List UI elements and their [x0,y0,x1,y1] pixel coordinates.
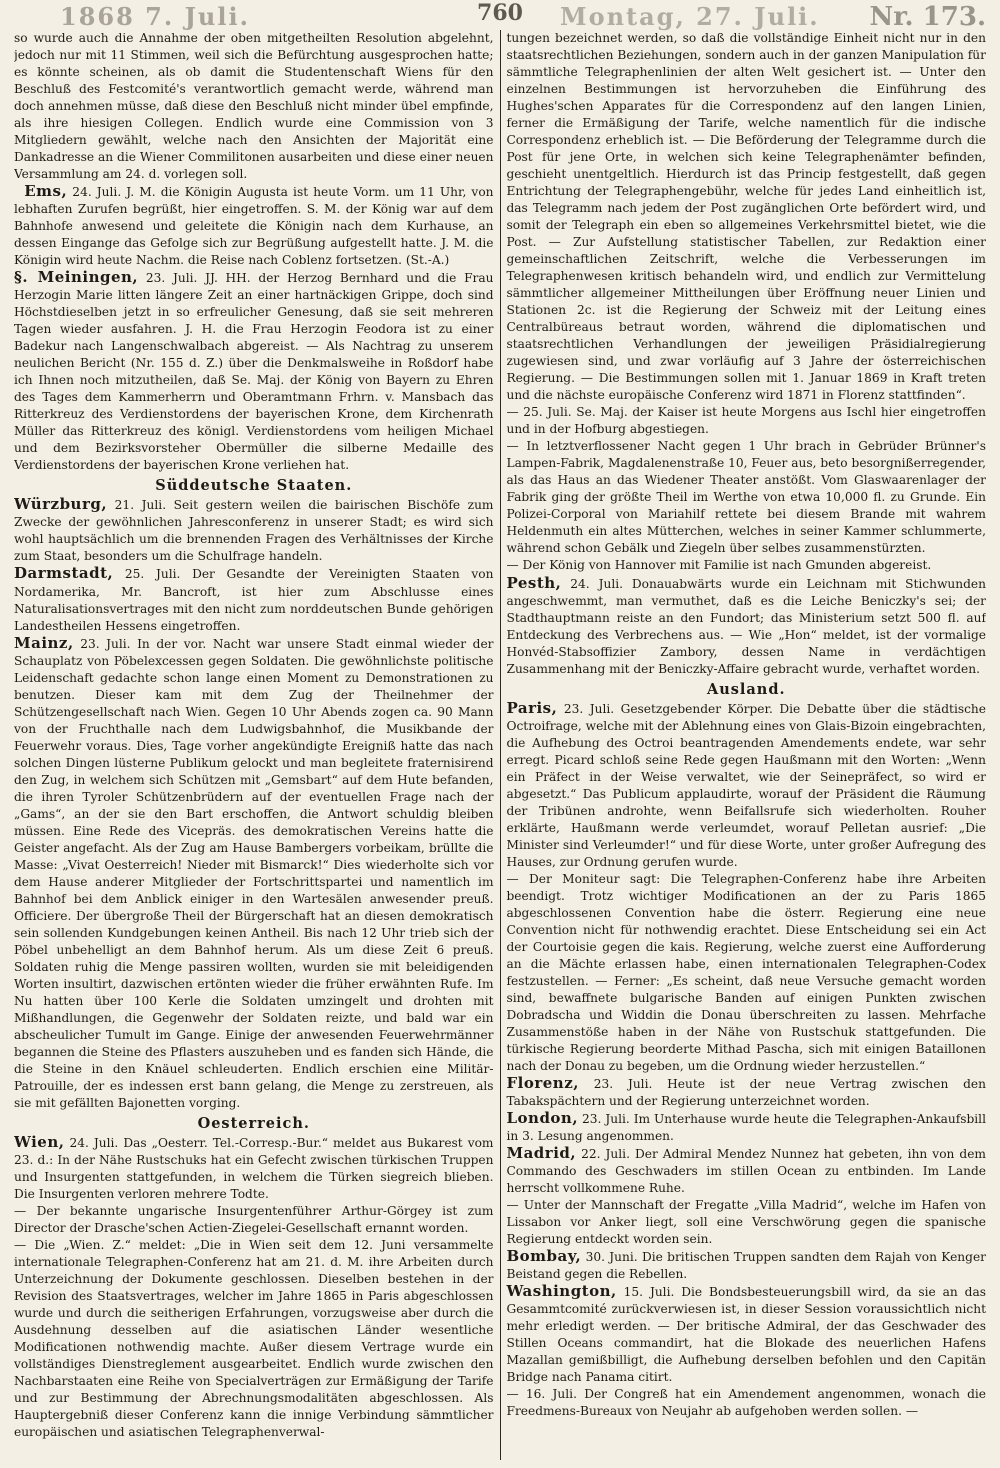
article-paragraph: — In letztverflossener Nacht gegen 1 Uhr brach in Gebrüder Brünner's Lampen-Fabrik, Magdalenenstraße 10, Feuer aus, beto besorgnißerregender, als das Haus an das Wiedener Theater anstößt. Vom Glaswaarenlager der Fabrik ging der größte Theil im Werthe von etwa 10,000 fl. zu Grunde. Ein Polizei-Corporal von Mariahilf rettete bei diesem Brande mit wahrem Heldenmuth ein altes Mütterchen, welches in seiner Kammer schlummerte, während schon Gebälk und Ziegeln über selbes zusammenstürzten. [506,439,986,556]
page-number: 760 [477,0,523,26]
dateline: Ems, [24,182,68,201]
article-wien [14,1134,494,1203]
bleed-through-text: Montag, 27. Juli. [560,2,820,31]
article-text: 24. Juli. Donauabwärts wurde ein Leichnam mit Stichwunden angeschwemmt, man vermuthet, daß es die Leiche Beniczky's sei; der Stadthauptmann reiste an den Fundort; das Ministerium setzt 500 fl. auf Entdeckung des Verbrechens aus. — Wie „Hon“ meldet, ist der vormalige Honvéd-Stabsoffizier Zambory, dessen Name in verdächtigen Zusammenhang mit der Beniczky-Affaire gebracht wurde, verhaftet worden. [506,576,986,676]
article-text: 23. Juli. In der vor. Nacht war unsere Stadt einmal wieder der Schauplatz von Pöbelexcessen gegen Soldaten. Die gewöhnlichste politische Leidenschaft gedachte schon lange einen Moment zu Demonstrationen zu benutzen. Dieser kam mit dem Zug der Theilnehmer der Schützengesellschaft nach Wien. Gegen 10 Uhr Abends zogen ca. 90 Mann von der Fruchthalle nach dem Ludwigsbahnhof, die Musikbande der Feuerwehr voraus. Dies, Tage vorher angekündigte Ereigniß hatte das nach solchen Dingen lüsterne Publikum gelockt und man begleitete fraternisirend den Zug, in welchem sich Schützen mit „Gemsbart“ auf dem Hute befanden, die ihren Tyroler Schützenbrüdern auf der eventuellen Frage nach der „Gams“, an der sie den Bart erschoffen, die Antwort schuldig bleiben müssen. Eine Rede des Vicepräs. des demokratischen Vereins hatte die Geister angefacht. Als der Zug am Hause Bambergers vorbeikam, brüllte die Masse: „Vivat Oesterreich! Nieder mit Bismarck!“ Dies wiederholte sich vor dem Hause anderer Mitglieder der Fortschrittspartei und namentlich im Bahnhof bei dem Anblick einiger in den Wartesälen anwesender preuß. Officiere. Der übergroße Theil der Bürgerschaft hat an diesen demokratisch sein sollenden Kundgebungen keinen Antheil. Bis nach 12 Uhr trieb sich der Pöbel unbehelligt an dem Bahnhof herum. Als um diese Zeit 6 preuß. Soldaten ruhig die Menge passiren wollten, wurden sie mit beleidigenden Worten insultirt, dazwischen ertönten wieder die früher erwähnten Rufe. Im Nu hatten über 100 Kerle die Soldaten umzingelt und drohten mit Mißhandlungen, die Gegenwehr der Soldaten reizte, und bald war ein abscheulicher Tumult im Gange. Einige der anwesenden Feuerwehrmänner begannen die Steine des Pflasters auszuheben und es fanden sich Hände, die die Steine in den Knäuel schleuderten. Endlich erschien eine Militär-Patrouille, der es indessen erst bann gelang, die Menge zu zerstreuen, als sie mit gefällten Bajonetten vorging. [14,636,494,1110]
column-rule [500,30,501,1460]
article-paragraph: so wurde auch die Annahme der oben mitgetheilten Resolution abgelehnt, jedoch nur mit 11 Stimmen, weil sich die Befürchtung ausgesprochen hatte; es könnte scheinen, als ob damit die Studentenschaft Wiens für den Beschluß des Festcomité's verantwortlich gemacht werde, während man doch annehmen müsse, daß diese den Beschluß nicht minder übel empfinde, als ihre hiesigen Collegen. Endlich wurde eine Commission von 3 Mitgliedern gewählt, welche nach den Ansichten der Majorität eine Dankadresse an die Wiener Commilitonen ausarbeiten und diese einer neuen Versammlung am 24. d. vorlegen soll. [14,31,494,182]
article-text: 24. Juli. J. M. die Königin Augusta ist heute Vorm. um 11 Uhr, von lebhaften Zurufen begrüßt, hier eingetroffen. S. M. der König war auf dem Bahnhofe anwesend und geleitete die Königin nach dem Kurhause, an dessen Eingange das Gefolge sich zur Begrüßung aufgestellt hatte. J. M. die Königin wird heute Nachm. die Reise nach Coblenz fortsetzen. (St.-A.) [14,185,494,268]
article-london [506,1110,986,1145]
masthead [0,0,1000,30]
dateline: §. Meiningen, [14,268,139,287]
article-ems [14,183,494,269]
article-text: 23. Juli. JJ. HH. der Herzog Bernhard und die Frau Herzogin Marie litten längere Zeit an einer hartnäckigen Grippe, doch sind Höchstdieselben jetzt in so erfreulicher Genesung, daß sie seit mehreren Tagen wieder ausfahren. J. H. die Frau Herzogin Feodora ist zu einer Badekur nach Langenschwalbach abgereist. — Als Nachtrag zu unserem neulichen Bericht (Nr. 155 d. Z.) über die Denkmalsweihe in Roßdorf habe ich Ihnen noch mitzutheilen, daß Se. Maj. der König von Bayern zu Ehren des Tages dem Kammerherrn und Oberamtmann Frhrn. v. Mansbach das Ritterkreuz des Verdienstordens der bayerischen Krone, dem Kirchenrath Müller das Ritterkreuz des königl. Verdienstordens vom heiligen Michael und dem Bezirksvorsteher Obermüller die silberne Medaille des Verdienstordens der bayerischen Krone verliehen hat. [14,271,494,473]
dateline: Washington, [506,1282,617,1301]
article-mainz [14,635,494,1112]
article-text: 22. Juli. Der Admiral Mendez Nunnez hat gebeten, ihn von dem Commando des Geschwaders im stillen Ocean zu entbinden. Im Lande herrscht vollkommene Ruhe. [506,1147,986,1196]
article-paragraph: — Die „Wien. Z.“ meldet: „Die in Wien seit dem 12. Juni versammelte internationale Telegraphen-Conferenz hat am 21. d. M. ihre Arbeiten durch Unterzeichnung der Dokumente geschlossen. Dieselben bestehen in der Revision des Staatsvertrages, welcher im Jahre 1865 in Paris abgeschlossen wurde und durch die seitherigen Erfahrungen, vorzugsweise aber durch die Ausdehnung desselben auf die asiatischen Länder wesentliche Modificationen nothwendig machte. Außer diesem Vertrage wurde ein vollständiges Dienstreglement ausgearbeitet. Endlich wurde zwischen den Nachbarstaaten eine Reihe von Specialverträgen zur Ermäßigung der Tarife und zur Bestimmung der Abrechnungsmodalitäten abgeschlossen. Als Hauptergebniß dieser Conferenz kann die innige Verbindung sämmtlicher europäischen und asiatischen Telegraphenverwal- [14,1238,494,1440]
dateline: Darmstadt, [14,564,114,583]
article-paragraph: — Der König von Hannover mit Familie ist nach Gmunden abgereist. [506,558,932,573]
article-text: 15. Juli. Die Bondsbesteuerungsbill wird, da sie an das Gesammtcomité zurückverwiesen ist, in dieser Session voraussichtlich nicht mehr erledigt werden. — Der britische Admiral, der das Geschwader des Stillen Oceans commandirt, hat die Blokade des neuerlichen Hafens Mazallan gemißbilligt, die Aufhebung derselben befohlen und den Capitän Bridge nach Panama citirt. [506,1285,986,1385]
article-washington [506,1283,986,1386]
section-heading: Süddeutsche Staaten. [155,477,353,495]
right-column [506,30,986,1460]
article-text: 30. Juni. Die britischen Truppen sandten dem Rajah von Kenger Beistand gegen die Rebellen. [506,1250,986,1282]
article-wuerzburg [14,496,494,565]
dateline: Florenz, [506,1073,579,1092]
issue-number: Nr. 173. [869,2,986,32]
section-heading: Oesterreich. [197,1114,310,1132]
article-paragraph: — Der Moniteur sagt: Die Telegraphen-Conferenz habe ihre Arbeiten beendigt. Trotz wichtiger Modificationen an der zu Paris 1865 abgeschlossenen Convention habe die österr. Regierung eine neue Convention nicht für nothwendig erachtet. Diese Entscheidung sei ein Act der Courtoisie gegen die kais. Regierung, welche zuerst eine Aufforderung an die Mächte erlassen habe, einen internationalen Telegraphen-Codex festzustellen. — Ferner: „Es scheint, daß neue Versuche gemacht worden sind, bewaffnete bulgarische Banden auf einigen Punkten zwischen Dobradscha und Widdin die Donau überschreiten zu lassen. Mehrfache Zusammenstöße haben in der Nähe von Rustschuk stattgefunden. Die türkische Regierung beorderte Mithad Pascha, sich mit einigen Bataillonen nach der Donau zu begeben, um die Ordnung wieder herzustellen.“ [506,871,986,1073]
dateline: Würzburg, [14,495,108,514]
article-paragraph: tungen bezeichnet werden, so daß die vollständige Einheit nicht nur in den staatsrechtlichen Beziehungen, sondern auch in der ganzen Manipulation für sämmtliche Telegraphenlinien der alten Welt gesichert ist. — Unter den einzelnen Bestimmungen ist hervorzuheben die Einführung des Hughes'schen Apparates für die Correspondenz auf den langen Linien, ferner die Ermäßigung der Tarife, welche namentlich für die indische Correspondenz erheblich ist. — Die Beförderung der Telegramme durch die Post für jene Orte, in welchen sich keine Telegraphenämter befinden, geschieht unentgeltlich. Hierdurch ist das Princip festgestellt, daß gegen Entrichtung der Telegraphengebühr, welche für jedes Land einheitlich ist, das Telegramm nach jedem der Post zugänglichen Orte befördert wird, und somit der Telegraph ein eben so allgemeines Verkehrsmittel bietet, wie die Post. — Zur Aufstellung statistischer Tabellen, zur Redaktion einer gemeinschaftlichen Zeitschrift, welche die Verbesserungen im Telegraphenwesen kritisch behandeln wird, und endlich zur Vermittelung sämmtlicher allgemeiner Mittheilungen über Eröffnung neuer Linien und Stationen 2c. ist die Regierung der Schweiz mit der Leitung eines Centralbüreaus betraut worden, während die diplomatischen und staatsrechtlichen Verhandlungen der jeweiligen Präsidialregierung zugewiesen sind, und zwar vorläufig auf 3 Jahre der österreichischen Regierung. — Die Bestimmungen sollen mit 1. Januar 1869 in Kraft treten und die nächste europäische Conferenz wird 1871 in Florenz stattfinden“. [506,31,986,403]
columns [14,30,986,1460]
article-darmstadt [14,565,494,634]
article-text: 24. Juli. Das „Oesterr. Tel.-Corresp.-Bur.“ meldet aus Bukarest vom 23. d.: In der Nähe Rustschuks hat ein Gefecht zwischen türkischen Truppen und Insurgenten stattgefunden, in welchem die Türken siegreich blieben. Die Insurgenten verloren mehrere Todte. [14,1136,494,1202]
article-florenz [506,1075,986,1110]
dateline: Mainz, [14,633,74,652]
left-column [14,30,494,1460]
dateline: London, [506,1108,579,1127]
article-paragraph: — 16. Juli. Der Congreß hat ein Amendement angenommen, wonach die Freedmens-Bureaux von Neujahr ab aufgehoben werden sollen. — [506,1387,986,1419]
article-paris [506,700,986,871]
article-paragraph: — Der bekannte ungarische Insurgentenführer Arthur-Görgey ist zum Director der Drasche'schen Actien-Ziegelei-Gesellschaft ernannt worden. [14,1204,494,1236]
article-paragraph: — 25. Juli. Se. Maj. der Kaiser ist heute Morgens aus Ischl hier eingetroffen und in der Hofburg abgestiegen. [506,405,986,437]
dateline: Paris, [506,698,558,717]
dateline: Wien, [14,1133,65,1151]
article-bombay [506,1248,986,1283]
article-text: 23. Juli. Heute ist der neue Vertrag zwischen den Tabakspächtern und der Regierung unterzeichnet worden. [506,1076,986,1108]
dateline: Madrid, [506,1144,577,1163]
article-text: 23. Juli. Im Unterhause wurde heute die Telegraphen-Ankaufsbill in 3. Lesung angenommen. [506,1111,986,1143]
article-paragraph: — Unter der Mannschaft der Fregatte „Villa Madrid“, welche im Hafen von Lissabon vor Anker liegt, soll eine Verschwörung gegen die spanische Regierung entdeckt worden sein. [506,1198,986,1247]
section-heading: Ausland. [706,680,786,698]
article-madrid [506,1145,986,1197]
article-text: 21. Juli. Seit gestern weilen die bairischen Bischöfe zum Zwecke der gewöhnlichen Jahresconferenz in unserer Stadt; es wird sich wohl hauptsächlich um die brennenden Fragen des Verhältnisses der Kirche zum Staat, besonders um die Schulfrage handeln. [14,498,494,564]
dateline: Bombay, [506,1247,582,1266]
article-text: 23. Juli. Gesetzgebender Körper. Die Debatte über die städtische Octroifrage, welche mit der Ablehnung eines von Glais-Bizoin eingebrachten, die Aufhebung des Octroi beantragenden Amendements endete, war sehr erregt. Picard schloß seine Rede gegen Haußmann mit den Worten: „Wenn ein Präfect in der Weise verwaltet, wie der Seinepräfect, so wird er abgesetzt.“ Das Publicum applaudirte, worauf der Präsident die Räumung der Tribünen androhte, wenn Beifallsrufe sich wiederholten. Rouher erklärte, Haußmann werde verleumdet, worauf Pelletan ausrief: „Die Minister sind Verleumder!“ und für diese Worte, unter großer Aufregung des Hauses, zur Ordnung gerufen wurde. [506,701,986,869]
article-text: 25. Juli. Der Gesandte der Vereinigten Staaten von Nordamerika, Mr. Bancroft, ist hier zum Abschlusse eines Naturalisationsvertrages mit den nicht zum norddeutschen Bunde gehörigen Landestheilen Hessens eingetroffen. [14,567,494,633]
article-pesth [506,575,986,678]
dateline: Pesth, [506,573,562,592]
article-meiningen [14,269,494,474]
bleed-through-text: 1868 7. Juli. [60,2,250,31]
